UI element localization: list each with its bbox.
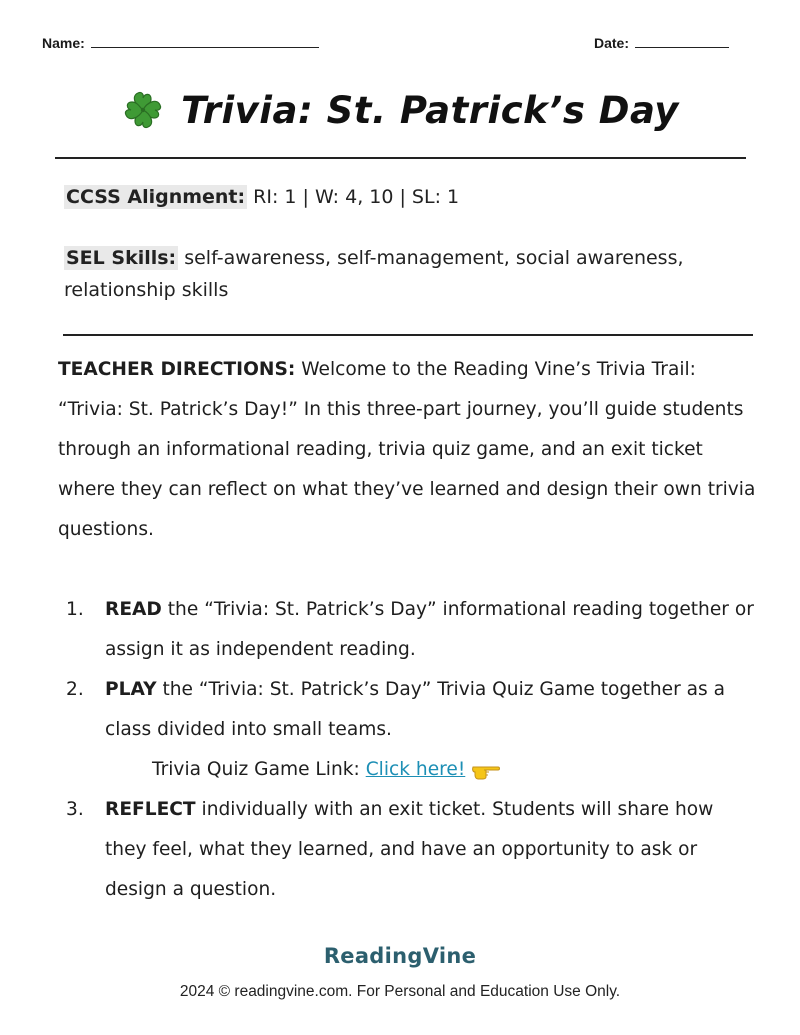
list-item xyxy=(58,790,758,910)
date-label: Date: xyxy=(594,35,630,51)
step-number: 3. xyxy=(66,799,84,820)
name-field[interactable] xyxy=(42,35,319,51)
teacher-directions xyxy=(58,350,758,550)
ccss-label: CCSS Alignment: xyxy=(66,186,246,208)
list-item xyxy=(58,590,758,670)
quiz-link[interactable]: Click here! xyxy=(365,759,466,780)
pointing-hand-icon xyxy=(471,758,501,780)
ccss-value: RI: 1 | W: 4, 10 | SL: 1 xyxy=(253,186,460,208)
step-number: 2. xyxy=(66,679,84,700)
date-blank-line[interactable] xyxy=(635,35,729,48)
sel-label: SEL Skills: xyxy=(66,247,177,269)
title-row xyxy=(0,80,800,140)
quiz-link-line xyxy=(105,750,758,790)
copyright-notice: 2024 © readingvine.com. For Personal and Education Use Only. xyxy=(179,983,621,1000)
list-item xyxy=(58,670,758,790)
date-field[interactable] xyxy=(594,35,729,51)
quiz-link-label: Trivia Quiz Game Link: xyxy=(152,759,360,780)
step-verb: PLAY xyxy=(105,679,157,700)
step-number: 1. xyxy=(66,599,84,620)
ccss-alignment xyxy=(64,181,744,213)
page-title: Trivia: St. Patrick’s Day xyxy=(181,88,679,132)
name-label: Name: xyxy=(42,35,85,51)
sel-value: self-awareness, self-management, social awareness, relationship skills xyxy=(64,247,684,301)
section-divider xyxy=(63,334,753,336)
sel-skills xyxy=(64,242,734,306)
brand-logo: ReadingVine xyxy=(323,944,477,968)
shamrock-icon xyxy=(121,88,165,132)
steps-list xyxy=(58,590,758,910)
directions-label: TEACHER DIRECTIONS: xyxy=(58,359,296,380)
title-divider xyxy=(55,157,746,159)
step-verb: REFLECT xyxy=(105,799,196,820)
directions-text: Welcome to the Reading Vine’s Trivia Trail: “Trivia: St. Patrick’s Day!” In this three-part journey, you’ll guide students through an informational reading, trivia quiz game, and an exit ticket where they can reflect on what they’ve learned and design their own trivia questions. xyxy=(58,359,756,540)
step-text: individually with an exit ticket. Students will share how they feel, what they learned, and have an opportunity to ask or design a question. xyxy=(105,799,714,900)
name-blank-line[interactable] xyxy=(91,35,319,48)
step-text: the “Trivia: St. Patrick’s Day” Trivia Quiz Game together as a class divided into small teams. xyxy=(105,679,726,740)
step-text: the “Trivia: St. Patrick’s Day” informational reading together or assign it as independent reading. xyxy=(105,599,754,660)
step-verb: READ xyxy=(105,599,162,620)
